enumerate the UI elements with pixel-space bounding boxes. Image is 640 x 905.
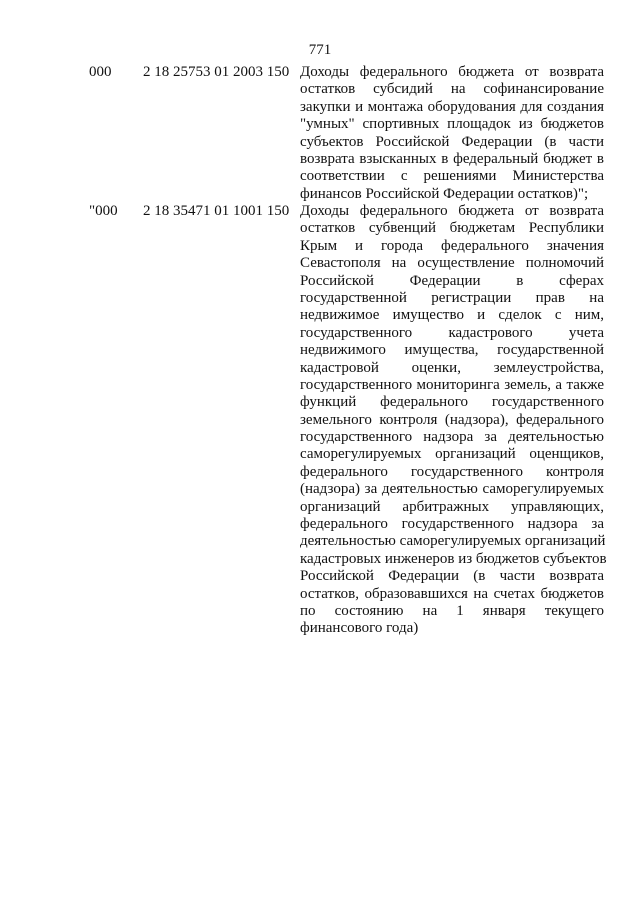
description-line: остатков, образовавшихся на счетах бюджетов bbox=[300, 585, 604, 602]
kbk-code: 2 18 25753 01 2003 150 bbox=[143, 64, 290, 80]
description-line: остатков субсидий на софинансирование bbox=[300, 81, 604, 98]
description-line: "умных" спортивных площадок из бюджетов bbox=[300, 116, 604, 133]
description-line: закупки и монтажа оборудования для создания bbox=[300, 98, 604, 115]
description-line: Доходы федерального бюджета от возврата bbox=[300, 64, 604, 80]
description-line: Крым и города федерального значения bbox=[300, 237, 604, 254]
description-line: по состоянию на 1 января текущего bbox=[300, 602, 604, 619]
description-line: функций федерального государственного bbox=[300, 394, 604, 411]
description-line: кадастровых инженеров из бюджетов субъектов bbox=[300, 550, 607, 567]
description-line: государственного мониторинга земель, а также bbox=[300, 376, 604, 393]
admin-code: 000 bbox=[89, 64, 112, 80]
description-line: возврата взысканных в федеральный бюджет в bbox=[300, 150, 604, 167]
description-line: субъектов Российской Федерации (в части bbox=[300, 133, 604, 150]
description-line: федерального государственного контроля bbox=[300, 463, 604, 480]
description-line: Доходы федерального бюджета от возврата bbox=[300, 203, 604, 219]
page-number: 771 bbox=[308, 42, 332, 58]
description-line: государственного надзора за деятельностью bbox=[300, 429, 604, 446]
description-line: федерального государственного надзора за bbox=[300, 516, 604, 533]
description-line: финансов Российской Федерации остатков)"; bbox=[300, 185, 589, 202]
description-line: организаций арбитражных управляющих, bbox=[300, 498, 604, 515]
description-line: государственной регистрации прав на bbox=[300, 289, 604, 306]
description-line: соответствии с решениями Министерства bbox=[300, 168, 604, 185]
description-line: недвижимого имущества, государственной bbox=[300, 342, 604, 359]
description-line: остатков субвенций бюджетам Республики bbox=[300, 220, 604, 237]
description-line: земельного контроля (надзора), федерального bbox=[300, 411, 604, 428]
description-line: Российской Федерации (в части возврата bbox=[300, 568, 604, 585]
description-line: государственного кадастрового учета bbox=[300, 324, 604, 341]
description-line: кадастровой оценки, землеустройства, bbox=[300, 359, 604, 376]
description-line: саморегулируемых организаций оценщиков, bbox=[300, 446, 604, 463]
description-line: (надзора) за деятельностью саморегулируемых bbox=[300, 481, 604, 498]
kbk-code: 2 18 35471 01 1001 150 bbox=[143, 203, 290, 219]
entry-description bbox=[300, 64, 604, 203]
description-line: недвижимое имущество и сделок с ним, bbox=[300, 307, 604, 324]
description-line: финансового года) bbox=[300, 620, 419, 637]
description-line: Севастополя на осуществление полномочий bbox=[300, 255, 604, 272]
description-line: деятельностью саморегулируемых организаций bbox=[300, 533, 606, 550]
entry-description bbox=[300, 203, 607, 638]
admin-code: "000 bbox=[89, 203, 118, 219]
description-line: Российской Федерации в сферах bbox=[300, 272, 604, 289]
